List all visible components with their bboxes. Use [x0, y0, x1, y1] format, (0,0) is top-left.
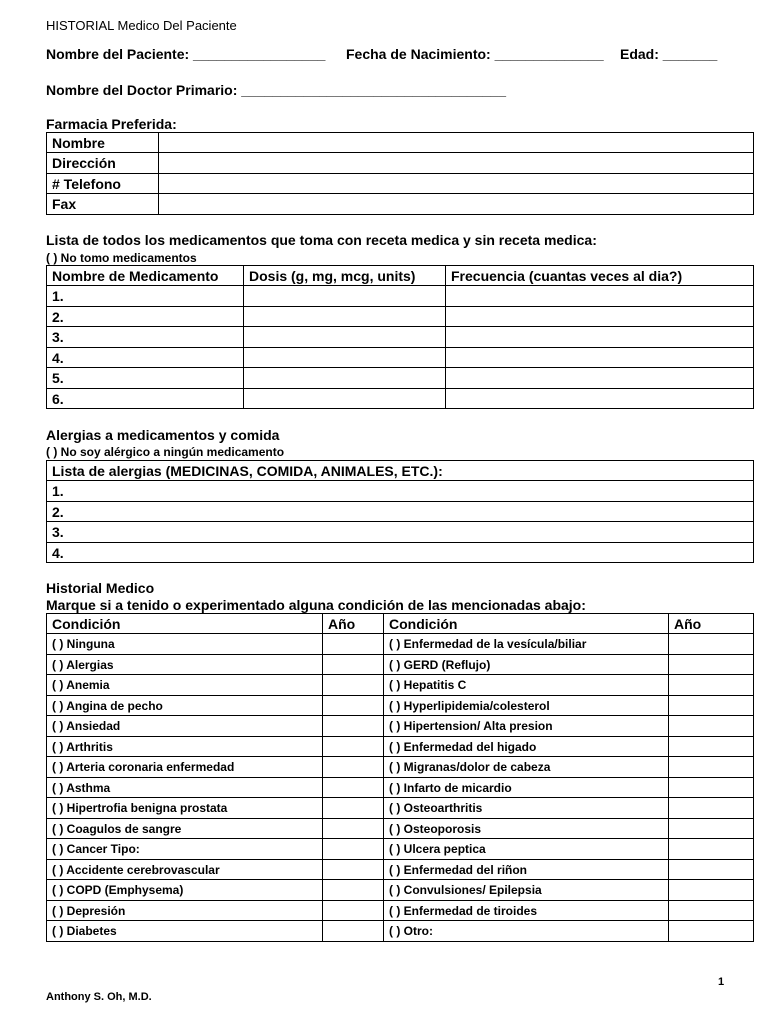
- allergy-row: [47, 481, 754, 502]
- allergy-row: [47, 522, 754, 543]
- pharmacy-value-cell[interactable]: [159, 194, 754, 215]
- condition-checkbox-left[interactable]: ( ) Coagulos de sangre: [47, 819, 323, 839]
- year-cell-right[interactable]: [669, 860, 754, 880]
- year-cell-right[interactable]: [669, 634, 754, 655]
- condition-row: [47, 839, 754, 860]
- year-cell-right[interactable]: [669, 778, 754, 798]
- condition-checkbox-right[interactable]: ( ) Enfermedad de tiroides: [384, 901, 669, 921]
- medications-table: [46, 265, 754, 409]
- patient-name-field[interactable]: Nombre del Paciente: _________________: [46, 46, 326, 62]
- pharmacy-value-cell[interactable]: [159, 133, 754, 153]
- pharmacy-label: Nombre: [47, 133, 159, 153]
- row-number[interactable]: 4.: [47, 348, 244, 368]
- column-header: Año: [323, 614, 384, 634]
- condition-row: [47, 655, 754, 675]
- year-cell-right[interactable]: [669, 696, 754, 716]
- condition-row: [47, 901, 754, 921]
- year-cell-left[interactable]: [323, 778, 384, 798]
- condition-checkbox-left[interactable]: ( ) Alergias: [47, 655, 323, 675]
- history-heading: Historial Medico: [46, 580, 155, 596]
- page-number: 1: [718, 976, 725, 988]
- condition-checkbox-left[interactable]: ( ) Arteria coronaria enfermedad: [47, 757, 323, 778]
- row-number[interactable]: 1.: [47, 481, 754, 502]
- frequency-cell[interactable]: [446, 286, 754, 307]
- condition-checkbox-right[interactable]: ( ) Ulcera peptica: [384, 839, 669, 860]
- condition-checkbox-right[interactable]: ( ) Enfermedad del riñon: [384, 860, 669, 880]
- row-number[interactable]: 2.: [47, 502, 754, 522]
- row-number[interactable]: 2.: [47, 307, 244, 327]
- medications-header-row: [47, 266, 754, 286]
- row-number[interactable]: 1.: [47, 286, 244, 307]
- pharmacy-label: Fax: [47, 194, 159, 215]
- year-cell-left[interactable]: [323, 655, 384, 675]
- no-medications-checkbox[interactable]: ( ) No tomo medicamentos: [46, 251, 197, 265]
- condition-checkbox-right[interactable]: ( ) Osteoporosis: [384, 819, 669, 839]
- condition-row: [47, 634, 754, 655]
- condition-checkbox-left[interactable]: ( ) Asthma: [47, 778, 323, 798]
- dose-cell[interactable]: [244, 327, 446, 348]
- year-cell-right[interactable]: [669, 798, 754, 819]
- dose-cell[interactable]: [244, 348, 446, 368]
- year-cell-right[interactable]: [669, 921, 754, 942]
- condition-row: [47, 675, 754, 696]
- row-number[interactable]: 3.: [47, 522, 754, 543]
- year-cell-left[interactable]: [323, 716, 384, 737]
- condition-checkbox-left[interactable]: ( ) COPD (Emphysema): [47, 880, 323, 901]
- frequency-cell[interactable]: [446, 368, 754, 389]
- primary-doctor-field[interactable]: Nombre del Doctor Primario: __________________________________: [46, 82, 506, 98]
- condition-row: [47, 737, 754, 757]
- row-number[interactable]: 5.: [47, 368, 244, 389]
- pharmacy-row: [47, 133, 754, 153]
- allergies-table: [46, 460, 754, 563]
- dose-cell[interactable]: [244, 286, 446, 307]
- history-subheading: Marque si a tenido o experimentado alguna condición de las mencionadas abajo:: [46, 597, 586, 613]
- condition-checkbox-left[interactable]: ( ) Ninguna: [47, 634, 323, 655]
- column-header: Año: [669, 614, 754, 634]
- medications-heading: Lista de todos los medicamentos que toma con receta medica y sin receta medica:: [46, 232, 597, 248]
- medication-row: [47, 286, 754, 307]
- row-number[interactable]: 4.: [47, 543, 754, 563]
- column-header: Frecuencia (cuantas veces al dia?): [446, 266, 754, 286]
- medication-row: [47, 348, 754, 368]
- medication-row: [47, 327, 754, 348]
- frequency-cell[interactable]: [446, 389, 754, 409]
- pharmacy-value-cell[interactable]: [159, 153, 754, 174]
- pharmacy-label: Dirección: [47, 153, 159, 174]
- pharmacy-label: # Telefono: [47, 174, 159, 194]
- year-cell-right[interactable]: [669, 655, 754, 675]
- condition-checkbox-right[interactable]: ( ) GERD (Reflujo): [384, 655, 669, 675]
- condition-checkbox-left[interactable]: ( ) Accidente cerebrovascular: [47, 860, 323, 880]
- pharmacy-row: [47, 153, 754, 174]
- year-cell-left[interactable]: [323, 839, 384, 860]
- condition-checkbox-right[interactable]: ( ) Hepatitis C: [384, 675, 669, 696]
- year-cell-left[interactable]: [323, 880, 384, 901]
- allergies-heading: Alergias a medicamentos y comida: [46, 427, 280, 443]
- year-cell-left[interactable]: [323, 798, 384, 819]
- dose-cell[interactable]: [244, 307, 446, 327]
- condition-checkbox-left[interactable]: ( ) Cancer Tipo:: [47, 839, 323, 860]
- dose-cell[interactable]: [244, 368, 446, 389]
- condition-checkbox-left[interactable]: ( ) Depresión: [47, 901, 323, 921]
- year-cell-left[interactable]: [323, 696, 384, 716]
- column-header: Lista de alergias (MEDICINAS, COMIDA, ANIMALES, ETC.):: [47, 461, 754, 481]
- pharmacy-row: [47, 194, 754, 215]
- condition-row: [47, 798, 754, 819]
- condition-row: [47, 696, 754, 716]
- year-cell-left[interactable]: [323, 634, 384, 655]
- column-header: Condición: [384, 614, 669, 634]
- year-cell-left[interactable]: [323, 860, 384, 880]
- year-cell-right[interactable]: [669, 757, 754, 778]
- year-cell-right[interactable]: [669, 675, 754, 696]
- condition-checkbox-right[interactable]: ( ) Hyperlipidemia/colesterol: [384, 696, 669, 716]
- year-cell-right[interactable]: [669, 737, 754, 757]
- condition-checkbox-left[interactable]: ( ) Anemia: [47, 675, 323, 696]
- condition-checkbox-right[interactable]: ( ) Enfermedad del higado: [384, 737, 669, 757]
- row-number[interactable]: 3.: [47, 327, 244, 348]
- medication-row: [47, 307, 754, 327]
- allergy-row: [47, 543, 754, 563]
- condition-row: [47, 778, 754, 798]
- condition-checkbox-left[interactable]: ( ) Ansiedad: [47, 716, 323, 737]
- year-cell-left[interactable]: [323, 819, 384, 839]
- condition-checkbox-right[interactable]: ( ) Convulsiones/ Epilepsia: [384, 880, 669, 901]
- medication-row: [47, 368, 754, 389]
- year-cell-left[interactable]: [323, 737, 384, 757]
- conditions-header-row: [47, 614, 754, 634]
- allergies-header-row: [47, 461, 754, 481]
- condition-checkbox-right[interactable]: ( ) Otro:: [384, 921, 669, 942]
- year-cell-left[interactable]: [323, 675, 384, 696]
- condition-checkbox-left[interactable]: ( ) Arthritis: [47, 737, 323, 757]
- condition-checkbox-right[interactable]: ( ) Enfermedad de la vesícula/biliar: [384, 634, 669, 655]
- year-cell-right[interactable]: [669, 880, 754, 901]
- year-cell-right[interactable]: [669, 716, 754, 737]
- frequency-cell[interactable]: [446, 348, 754, 368]
- conditions-table: [46, 613, 754, 942]
- frequency-cell[interactable]: [446, 327, 754, 348]
- pharmacy-heading: Farmacia Preferida:: [46, 116, 177, 132]
- footer-doctor-name: Anthony S. Oh, M.D.: [46, 991, 152, 1003]
- date-of-birth-field[interactable]: Fecha de Nacimiento: ______________: [346, 46, 604, 62]
- condition-checkbox-right[interactable]: ( ) Infarto de micardio: [384, 778, 669, 798]
- condition-row: [47, 880, 754, 901]
- condition-row: [47, 921, 754, 942]
- condition-row: [47, 819, 754, 839]
- pharmacy-value-cell[interactable]: [159, 174, 754, 194]
- column-header: Dosis (g, mg, mcg, units): [244, 266, 446, 286]
- condition-checkbox-right[interactable]: ( ) Hipertension/ Alta presion: [384, 716, 669, 737]
- condition-row: [47, 860, 754, 880]
- year-cell-right[interactable]: [669, 839, 754, 860]
- age-field[interactable]: Edad: _______: [620, 46, 718, 62]
- pharmacy-row: [47, 174, 754, 194]
- year-cell-left[interactable]: [323, 901, 384, 921]
- condition-checkbox-right[interactable]: ( ) Osteoarthritis: [384, 798, 669, 819]
- row-number[interactable]: 6.: [47, 389, 244, 409]
- frequency-cell[interactable]: [446, 307, 754, 327]
- medication-row: [47, 389, 754, 409]
- column-header: Nombre de Medicamento: [47, 266, 244, 286]
- condition-checkbox-left[interactable]: ( ) Hipertrofia benigna prostata: [47, 798, 323, 819]
- no-allergies-checkbox[interactable]: ( ) No soy alérgico a ningún medicamento: [46, 445, 285, 459]
- year-cell-left[interactable]: [323, 757, 384, 778]
- condition-checkbox-left[interactable]: ( ) Diabetes: [47, 921, 323, 942]
- allergy-row: [47, 502, 754, 522]
- dose-cell[interactable]: [244, 389, 446, 409]
- pharmacy-table: [46, 132, 754, 215]
- condition-row: [47, 757, 754, 778]
- condition-row: [47, 716, 754, 737]
- condition-checkbox-left[interactable]: ( ) Angina de pecho: [47, 696, 323, 716]
- year-cell-right[interactable]: [669, 901, 754, 921]
- document-title: HISTORIAL Medico Del Paciente: [46, 18, 237, 33]
- year-cell-left[interactable]: [323, 921, 384, 942]
- condition-checkbox-right[interactable]: ( ) Migranas/dolor de cabeza: [384, 757, 669, 778]
- year-cell-right[interactable]: [669, 819, 754, 839]
- column-header: Condición: [47, 614, 323, 634]
